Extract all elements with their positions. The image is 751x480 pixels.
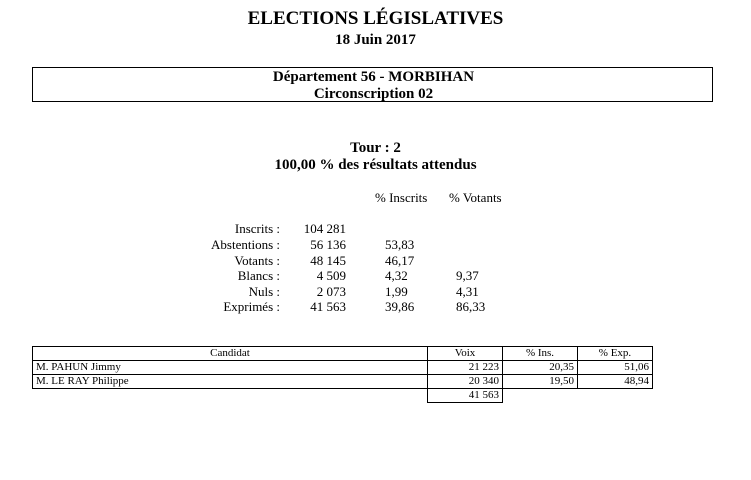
cell-candidat: M. LE RAY Philippe xyxy=(33,375,428,389)
stats-header-inscrits: % Inscrits xyxy=(375,190,428,205)
cell-pct-ins: 20,35 xyxy=(503,361,578,375)
round-label: Tour : 2 xyxy=(350,140,401,156)
stat-label: Inscrits : xyxy=(234,221,280,236)
cell-voix: 20 340 xyxy=(428,375,503,389)
col-pct-ins: % Ins. xyxy=(503,347,578,361)
table-row xyxy=(33,361,653,375)
stat-pct-votants: 9,37 xyxy=(456,268,479,283)
stat-value: 41 563 xyxy=(310,299,346,314)
blank-cell xyxy=(33,389,428,403)
col-candidat: Candidat xyxy=(33,347,428,361)
stat-value: 104 281 xyxy=(303,221,346,236)
stat-row-votants xyxy=(0,253,751,269)
cell-voix: 21 223 xyxy=(428,361,503,375)
cell-pct-exp: 51,06 xyxy=(578,361,653,375)
stat-pct-inscrits: 46,17 xyxy=(385,253,415,268)
total-voix: 41 563 xyxy=(428,389,503,403)
results-table xyxy=(32,346,653,403)
stat-label: Abstentions : xyxy=(211,237,280,252)
departement-label: Département 56 - MORBIHAN xyxy=(272,69,475,85)
stat-row-exprimes xyxy=(0,299,751,315)
cell-pct-exp: 48,94 xyxy=(578,375,653,389)
stat-pct-inscrits: 4,32 xyxy=(385,268,408,283)
stat-value: 2 073 xyxy=(316,284,346,299)
stat-value: 4 509 xyxy=(316,268,346,283)
results-expected-label: 100,00 % des résultats attendus xyxy=(274,157,477,173)
col-voix: Voix xyxy=(428,347,503,361)
circonscription-label: Circonscription 02 xyxy=(313,86,434,102)
cell-candidat: M. PAHUN Jimmy xyxy=(33,361,428,375)
stat-pct-votants: 4,31 xyxy=(456,284,479,299)
stats-header-votants: % Votants xyxy=(449,190,502,205)
election-date: 18 Juin 2017 xyxy=(335,32,416,48)
district-box xyxy=(32,67,713,102)
page-title: ELECTIONS LÉGISLATIVES xyxy=(247,8,504,29)
stat-row-nuls xyxy=(0,284,751,300)
total-row xyxy=(33,389,653,403)
stat-label: Exprimés : xyxy=(223,299,280,314)
stat-row-blancs xyxy=(0,268,751,284)
stat-row-inscrits xyxy=(0,221,751,237)
stat-value: 56 136 xyxy=(310,237,346,252)
stat-pct-inscrits: 1,99 xyxy=(385,284,408,299)
stat-pct-inscrits: 53,83 xyxy=(385,237,415,252)
stat-pct-inscrits: 39,86 xyxy=(385,299,415,314)
cell-pct-ins: 19,50 xyxy=(503,375,578,389)
stat-label: Blancs : xyxy=(237,268,280,283)
stat-value: 48 145 xyxy=(310,253,346,268)
blank-cell xyxy=(503,389,578,403)
results-header-row xyxy=(33,347,653,361)
stat-label: Nuls : xyxy=(248,284,280,299)
col-pct-exp: % Exp. xyxy=(578,347,653,361)
stat-row-abstentions xyxy=(0,237,751,253)
stat-label: Votants : xyxy=(234,253,280,268)
blank-cell xyxy=(578,389,653,403)
table-row xyxy=(33,375,653,389)
stat-pct-votants: 86,33 xyxy=(456,299,486,314)
